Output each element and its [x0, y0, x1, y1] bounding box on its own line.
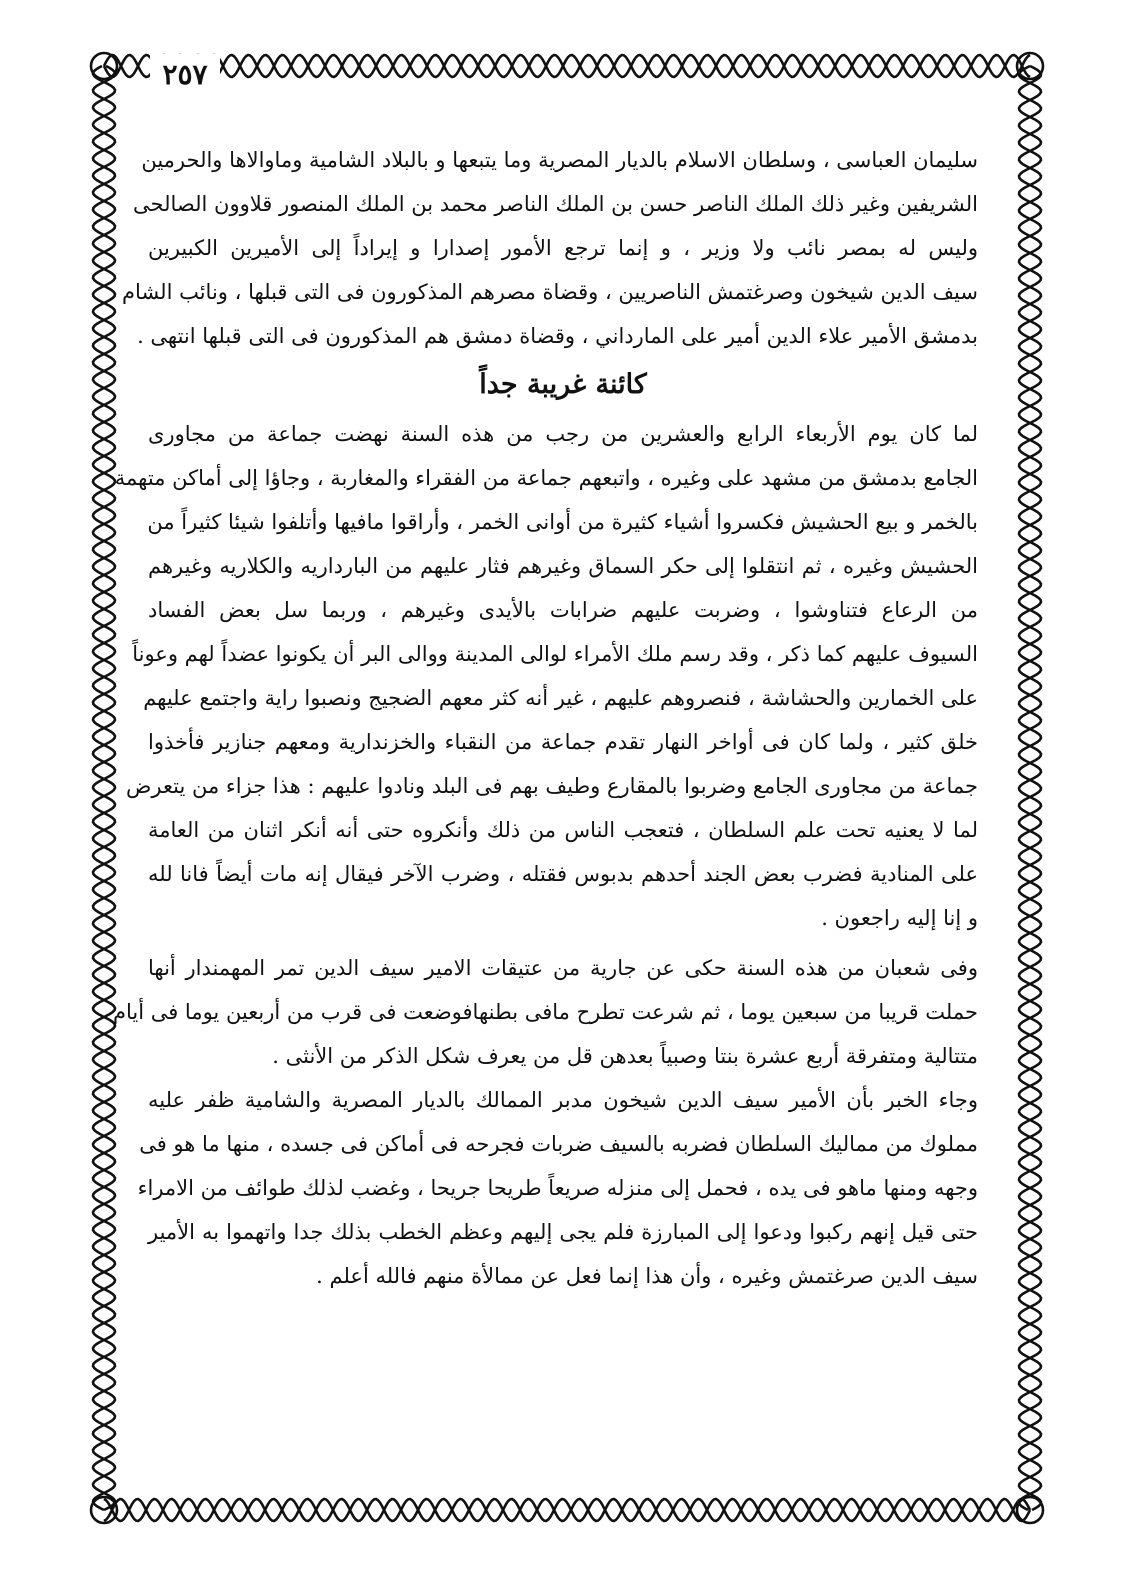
paragraph-riot: [114, 412, 978, 940]
page-number: ٢٥٧: [150, 54, 220, 96]
text-line: السيوف عليهم كما ذكر ، وقد رسم ملك الأمراء لوالى المدينة ووالى البر أن يكونوا عضداً لهم وعوناً: [132, 642, 978, 666]
text-line: حتى قيل إنهم ركبوا ودعوا إلى المبارزة فلم يجى إليهم وعظم الخطب بذلك جدا واتهموا به الأمير: [148, 1220, 978, 1244]
text-line: وليس له بمصر نائب ولا وزير ، و إنما ترجع الأمور إصدارا و إيراداً إلى الأميرين الكبيرين: [148, 236, 978, 260]
text-line: حملت قريبا من سبعين يوما ، ثم شرعت تطرح مافى بطنهافوضعت فى قرب من أربعين يوما فى أيام: [112, 1000, 978, 1024]
paragraph-shaykhun: [137, 1078, 978, 1298]
text-line: مملوك من مماليك السلطان فضربه بالسيف ضربات فجرحه فى أماكن فى جسده ، منها ما هو فى: [139, 1132, 978, 1156]
text-line: بالخمر و بيع الحشيش فكسروا أشياء كثيرة من أوانى الخمر ، وأراقوا مافيها وأتلفوا شيئا كثيراً من: [147, 510, 978, 534]
text-line: و إنا إليه راجعون .: [821, 906, 978, 930]
text-line: سيف الدين صرغتمش وغيره ، وأن هذا إنما فعل عن ممالأة منهم فالله أعلم .: [316, 1264, 978, 1288]
section-heading: كائنة غريبة جداً: [479, 369, 647, 400]
text-line: متتالية ومتفرقة أربع عشرة بنتا وصبياً بعدهن قل من يعرف شكل الذكر من الأنثى .: [272, 1044, 978, 1068]
text-line: على الخمارين والحشاشة ، فنصروهم عليهم ، غير أنه كثر معهم الضجيج ونصبوا راية واجتمع عليهم: [143, 686, 978, 710]
text-line: الشريفين وغير ذلك الملك الناصر حسن بن الملك الناصر محمد بن الملك المنصور قلاوون الصالحى: [133, 192, 978, 216]
text-line: من الرعاع فتناوشوا ، وضربت عليهم ضرابات بالأيدى وغيرهم ، وربما سل بعض الفساد: [148, 598, 978, 622]
text-line: لما لا يعنيه تحت علم السلطان ، فتعجب الناس من ذلك وأنكروه حتى أنه أنكر اثنان من العامة: [148, 818, 978, 842]
page-text: [112, 138, 978, 1298]
text-line: سليمان العباسى ، وسلطان الاسلام بالديار المصرية وما يتبعها و بالبلاد الشامية وماوالاها والحرمين: [141, 148, 978, 172]
text-line: سيف الدين شيخون وصرغتمش الناصريين ، وقضاة مصرهم المذكورون فى التى قبلها ، ونائب الشام: [122, 280, 978, 304]
text-line: لما كان يوم الأربعاء الرابع والعشرين من رجب من هذه السنة نهضت جماعة من مجاورى: [148, 422, 978, 446]
text-line: على المنادية فضرب بعض الجند أحدهم بدبوس فقتله ، وضرب الآخر فيقال إنه مات أيضاً فانا لله: [148, 862, 978, 886]
intro-paragraph: [122, 138, 978, 358]
text-line: خلق كثير ، ولما كان فى أواخر النهار تقدم جماعة من النقباء والخزندارية ومعهم جنازير فأخذوا: [148, 730, 978, 754]
text-line: بدمشق الأمير علاء الدين أمير على المارداني ، وقضاة دمشق هم المذكورون فى التى قبلها انتهى .: [137, 324, 978, 348]
text-line: الجامع بدمشق من مشهد على وغيره ، واتبعهم جماعة من الفقراء والمغاربة ، وجاؤا إلى أماكن متهمة: [114, 466, 978, 490]
paragraph-shaban: [112, 946, 978, 1078]
text-line: وجاء الخبر بأن الأمير سيف الدين شيخون مدبر الممالك بالديار المصرية والشامية ظفر عليه: [148, 1088, 978, 1112]
text-line: جماعة من مجاورى الجامع وضربوا بالمقارع وطيف بهم فى البلد ونادوا عليهم : هذا جزاء من يتعرض: [126, 774, 978, 798]
text-line: وفى شعبان من هذه السنة حكى عن جارية من عتيقات الامير سيف الدين تمر المهمندار أنها: [148, 956, 978, 980]
text-line: الحشيش وغيره ، ثم انتقلوا إلى حكر السماق وغيرهم فثار عليهم من البارداريه والكلاريه وغيرهم: [148, 554, 978, 578]
text-line: وجهه ومنها ماهو فى يده ، فحمل إلى منزله صريعاً طريحا جريحا ، وغضب لذلك طوائف من الامراء: [137, 1176, 978, 1200]
